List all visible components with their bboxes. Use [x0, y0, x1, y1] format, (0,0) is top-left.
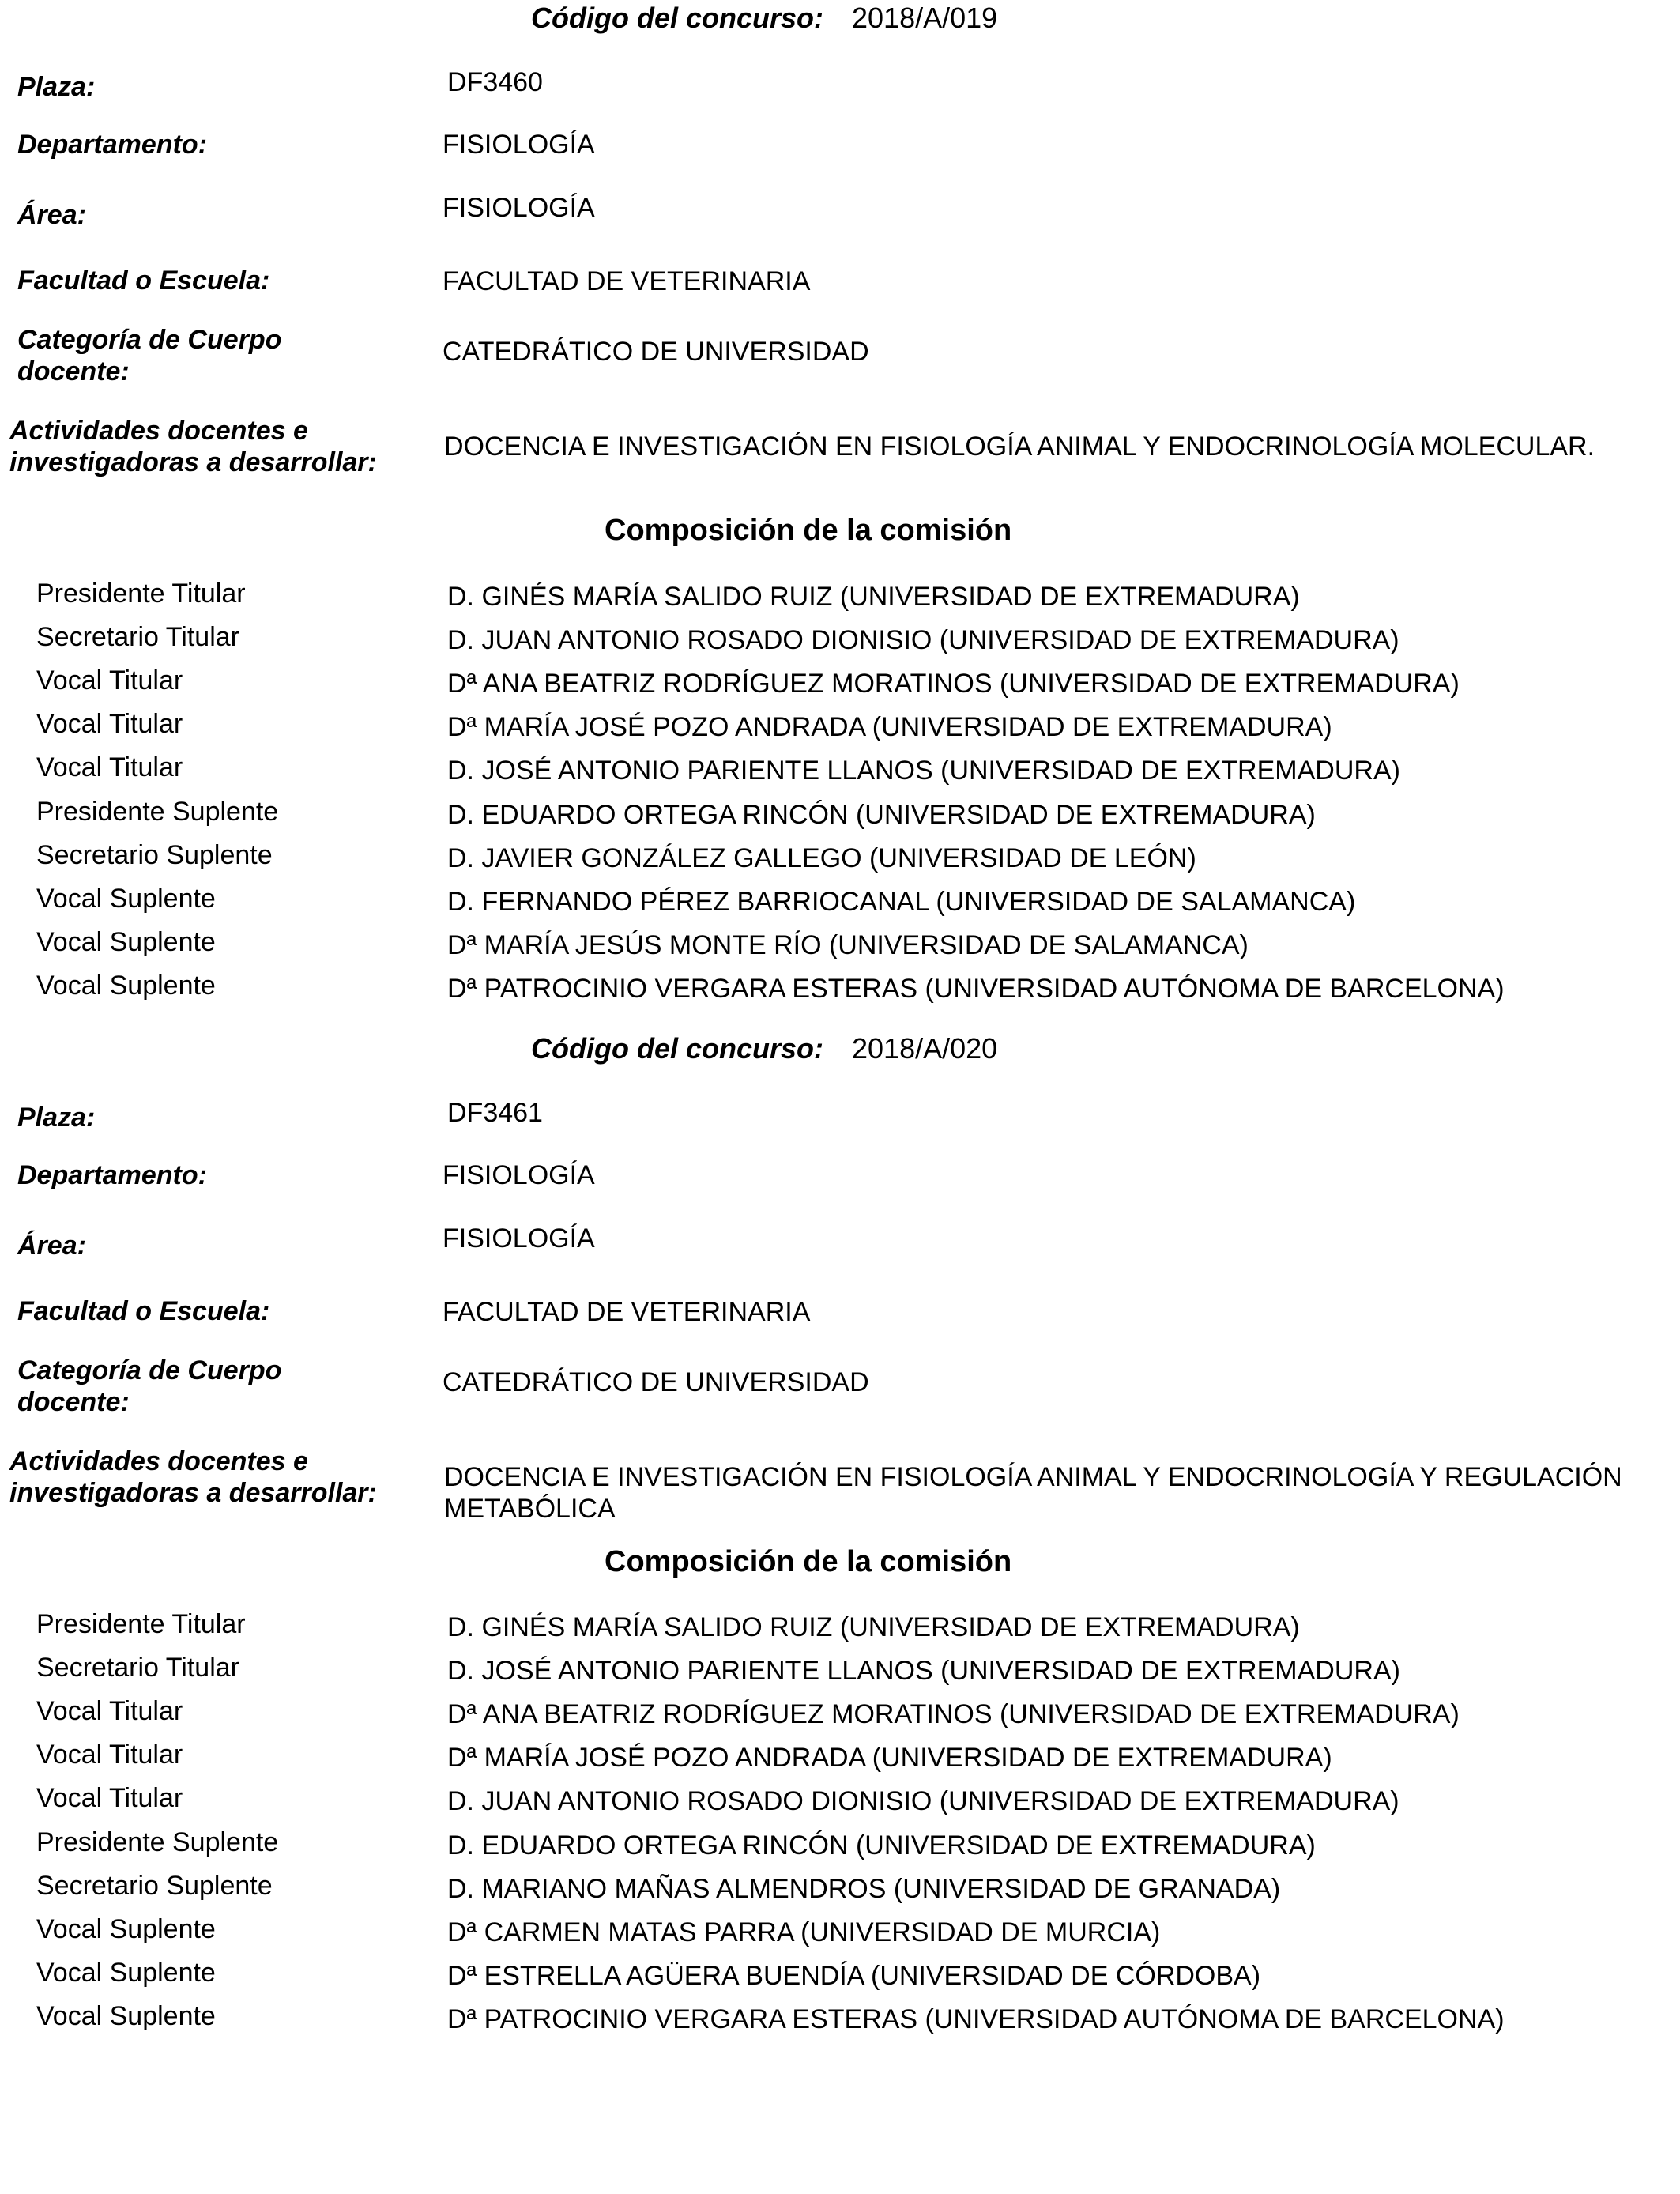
actividades-label — [9, 415, 377, 478]
comision-role: Vocal Titular — [36, 709, 183, 739]
comision-role: Presidente Suplente — [36, 1827, 279, 1857]
area-label: Área: — [17, 200, 86, 230]
comision-role: Vocal Suplente — [36, 971, 216, 1001]
categoria-label-line1: Categoría de Cuerpo — [17, 325, 282, 355]
comision-member: D. MARIANO MAÑAS ALMENDROS (UNIVERSIDAD DE GRANADA) — [447, 1874, 1281, 1904]
comision-member: Dª PATROCINIO VERGARA ESTERAS (UNIVERSIDAD AUTÓNOMA DE BARCELONA) — [447, 974, 1505, 1004]
comision-member: Dª MARÍA JOSÉ POZO ANDRADA (UNIVERSIDAD DE EXTREMADURA) — [447, 712, 1332, 742]
concurso-code-label: Código del concurso: — [531, 1032, 824, 1065]
actividades-label-line2: investigadoras a desarrollar: — [9, 1478, 377, 1508]
categoria-label-line2: docente: — [17, 1387, 130, 1417]
facultad-value: FACULTAD DE VETERINARIA — [443, 266, 811, 296]
actividades-label-line1: Actividades docentes e — [9, 1446, 308, 1476]
comision-title: Composición de la comisión — [605, 1545, 1012, 1578]
comision-title: Composición de la comisión — [605, 514, 1012, 547]
comision-member: Dª ESTRELLA AGÜERA BUENDÍA (UNIVERSIDAD DE CÓRDOBA) — [447, 1961, 1261, 1991]
actividades-value-line2: METABÓLICA — [444, 1494, 616, 1524]
comision-member: D. FERNANDO PÉREZ BARRIOCANAL (UNIVERSIDAD DE SALAMANCA) — [447, 887, 1356, 917]
comision-member: D. JOSÉ ANTONIO PARIENTE LLANOS (UNIVERSIDAD DE EXTREMADURA) — [447, 756, 1400, 786]
comision-role: Vocal Titular — [36, 1696, 183, 1726]
comision-member: Dª ANA BEATRIZ RODRÍGUEZ MORATINOS (UNIVERSIDAD DE EXTREMADURA) — [447, 669, 1460, 699]
categoria-label — [17, 1355, 281, 1418]
categoria-value: CATEDRÁTICO DE UNIVERSIDAD — [443, 1367, 869, 1397]
comision-member: D. JOSÉ ANTONIO PARIENTE LLANOS (UNIVERSIDAD DE EXTREMADURA) — [447, 1656, 1400, 1686]
actividades-value — [444, 431, 1595, 462]
actividades-label-line2: investigadoras a desarrollar: — [9, 447, 377, 477]
area-value: FISIOLOGÍA — [443, 1223, 595, 1253]
plaza-value: DF3461 — [447, 1098, 543, 1128]
comision-member: D. JAVIER GONZÁLEZ GALLEGO (UNIVERSIDAD DE LEÓN) — [447, 843, 1196, 873]
comision-member: Dª MARÍA JOSÉ POZO ANDRADA (UNIVERSIDAD DE EXTREMADURA) — [447, 1743, 1332, 1773]
area-label: Área: — [17, 1231, 86, 1261]
comision-role: Secretario Suplente — [36, 1871, 273, 1901]
comision-member: Dª MARÍA JESÚS MONTE RÍO (UNIVERSIDAD DE SALAMANCA) — [447, 930, 1249, 960]
categoria-label-line2: docente: — [17, 356, 130, 386]
comision-role: Vocal Titular — [36, 665, 183, 696]
comision-member: Dª ANA BEATRIZ RODRÍGUEZ MORATINOS (UNIVERSIDAD DE EXTREMADURA) — [447, 1699, 1460, 1729]
facultad-label: Facultad o Escuela: — [17, 266, 270, 296]
comision-role: Vocal Suplente — [36, 1914, 216, 1944]
concurso-code-line — [531, 2, 997, 35]
comision-role: Secretario Titular — [36, 1653, 239, 1683]
actividades-label-line1: Actividades docentes e — [9, 416, 308, 446]
categoria-label — [17, 324, 281, 387]
comision-role: Presidente Titular — [36, 1609, 246, 1639]
departamento-value: FISIOLOGÍA — [443, 130, 595, 160]
concurso-code-value: 2018/A/019 — [852, 2, 998, 34]
comision-member: D. GINÉS MARÍA SALIDO RUIZ (UNIVERSIDAD DE EXTREMADURA) — [447, 582, 1300, 612]
comision-role: Vocal Suplente — [36, 884, 216, 914]
actividades-value-line1: DOCENCIA E INVESTIGACIÓN EN FISIOLOGÍA ANIMAL Y ENDOCRINOLOGÍA Y REGULACIÓN — [444, 1462, 1622, 1492]
comision-member: Dª PATROCINIO VERGARA ESTERAS (UNIVERSIDAD AUTÓNOMA DE BARCELONA) — [447, 2004, 1505, 2034]
plaza-label: Plaza: — [17, 72, 96, 102]
comision-role: Vocal Titular — [36, 752, 183, 782]
facultad-value: FACULTAD DE VETERINARIA — [443, 1297, 811, 1327]
actividades-label — [9, 1446, 377, 1509]
comision-member: D. JUAN ANTONIO ROSADO DIONISIO (UNIVERSIDAD DE EXTREMADURA) — [447, 625, 1399, 655]
facultad-label: Facultad o Escuela: — [17, 1296, 270, 1326]
comision-role: Vocal Titular — [36, 1783, 183, 1813]
comision-member: D. EDUARDO ORTEGA RINCÓN (UNIVERSIDAD DE EXTREMADURA) — [447, 1830, 1316, 1860]
plaza-label: Plaza: — [17, 1103, 96, 1133]
comision-role: Vocal Suplente — [36, 1958, 216, 1988]
comision-role: Secretario Titular — [36, 622, 239, 652]
comision-member: D. EDUARDO ORTEGA RINCÓN (UNIVERSIDAD DE EXTREMADURA) — [447, 800, 1316, 830]
comision-role: Vocal Suplente — [36, 927, 216, 957]
categoria-label-line1: Categoría de Cuerpo — [17, 1355, 282, 1385]
comision-role: Presidente Suplente — [36, 797, 279, 827]
departamento-value: FISIOLOGÍA — [443, 1160, 595, 1190]
area-value: FISIOLOGÍA — [443, 193, 595, 223]
comision-member: D. GINÉS MARÍA SALIDO RUIZ (UNIVERSIDAD DE EXTREMADURA) — [447, 1612, 1300, 1642]
actividades-value-line1: DOCENCIA E INVESTIGACIÓN EN FISIOLOGÍA ANIMAL Y ENDOCRINOLOGÍA MOLECULAR. — [444, 432, 1595, 462]
actividades-value — [444, 1461, 1622, 1525]
concurso-code-line — [531, 1032, 997, 1065]
categoria-value: CATEDRÁTICO DE UNIVERSIDAD — [443, 337, 869, 367]
concurso-code-value: 2018/A/020 — [852, 1032, 998, 1065]
comision-role: Secretario Suplente — [36, 840, 273, 870]
comision-role: Presidente Titular — [36, 579, 246, 609]
comision-role: Vocal Suplente — [36, 2001, 216, 2031]
comision-member: Dª CARMEN MATAS PARRA (UNIVERSIDAD DE MURCIA) — [447, 1917, 1161, 1947]
concurso-code-label: Código del concurso: — [531, 2, 824, 34]
departamento-label: Departamento: — [17, 130, 207, 160]
departamento-label: Departamento: — [17, 1160, 207, 1190]
comision-member: D. JUAN ANTONIO ROSADO DIONISIO (UNIVERSIDAD DE EXTREMADURA) — [447, 1786, 1399, 1816]
comision-role: Vocal Titular — [36, 1740, 183, 1770]
plaza-value: DF3460 — [447, 67, 543, 97]
